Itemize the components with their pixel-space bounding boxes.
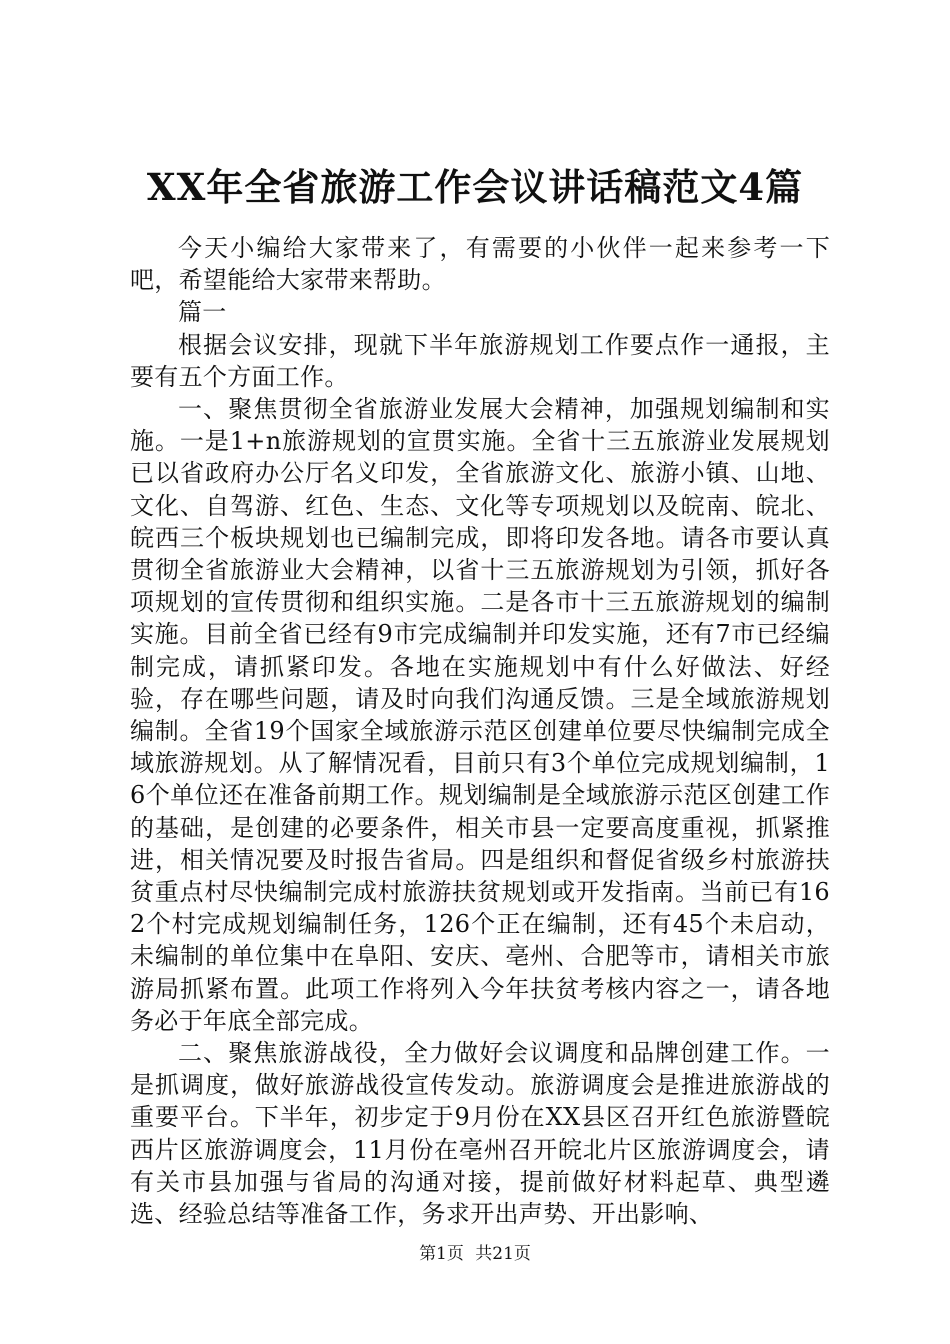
intro-paragraph: 今天小编给大家带来了，有需要的小伙伴一起来参考一下吧，希望能给大家带来帮助。 — [130, 234, 830, 295]
page-total: 共21页 — [475, 1244, 531, 1264]
section-heading: 篇一 — [178, 298, 227, 327]
document-body — [130, 232, 830, 1230]
page-number: 第1页 — [419, 1244, 464, 1264]
document-title: XX年全省旅游工作会议讲话稿范文4篇 — [146, 165, 804, 209]
body-paragraph: 一、聚焦贯彻全省旅游业发展大会精神，加强规划编制和实施。一是1+n旅游规划的宣贯实施。全省十三五旅游业发展规划已以省政府办公厅名义印发，全省旅游文化、旅游小镇、山地、文化、自驾游、红色、生态、文化等专项规划以及皖南、皖北、皖西三个板块规划也已编制完成，即将印发各地。请各市要认真贯彻全省旅游业大会精神，以省十三五旅游规划为引领，抓好各项规划的宣传贯彻和组织实施。二是各市十三五旅游规划的编制实施。目前全省已经有9市完成编制并印发实施，还有7市已经编制完成，请抓紧印发。各地在实施规划中有什么好做法、好经验，存在哪些问题，请及时向我们沟通反馈。三是全域旅游规划编制。全省19个国家全域旅游示范区创建单位要尽快编制完成全域旅游规划。从了解情况看，目前只有3个单位完成规划编制，16个单位还在准备前期工作。规划编制是全域旅游示范区创建工作的基础，是创建的必要条件，相关市县一定要高度重视，抓紧推进，相关情况要及时报告省局。四是组织和督促省级乡村旅游扶贫重点村尽快编制完成村旅游扶贫规划或开发指南。当前已有162个村完成规划编制任务，126个正在编制，还有45个未启动，未编制的单位集中在阜阳、安庆、亳州、合肥等市，请相关市旅游局抓紧布置。此项工作将列入今年扶贫考核内容之一，请各地务必于年底全部完成。 — [130, 395, 830, 1035]
page-footer — [0, 1243, 950, 1265]
body-paragraph: 二、聚焦旅游战役，全力做好会议调度和品牌创建工作。一是抓调度，做好旅游战役宣传发动。旅游调度会是推进旅游战的重要平台。下半年，初步定于9月份在XX县区召开红色旅游暨皖西片区旅游调度会，11月份在亳州召开皖北片区旅游调度会，请有关市县加强与省局的沟通对接，提前做好材料起草、典型遴选、经验总结等准备工作，务求开出声势、开出影响、 — [130, 1039, 830, 1229]
body-paragraph: 根据会议安排，现就下半年旅游规划工作要点作一通报，主要有五个方面工作。 — [130, 330, 830, 391]
